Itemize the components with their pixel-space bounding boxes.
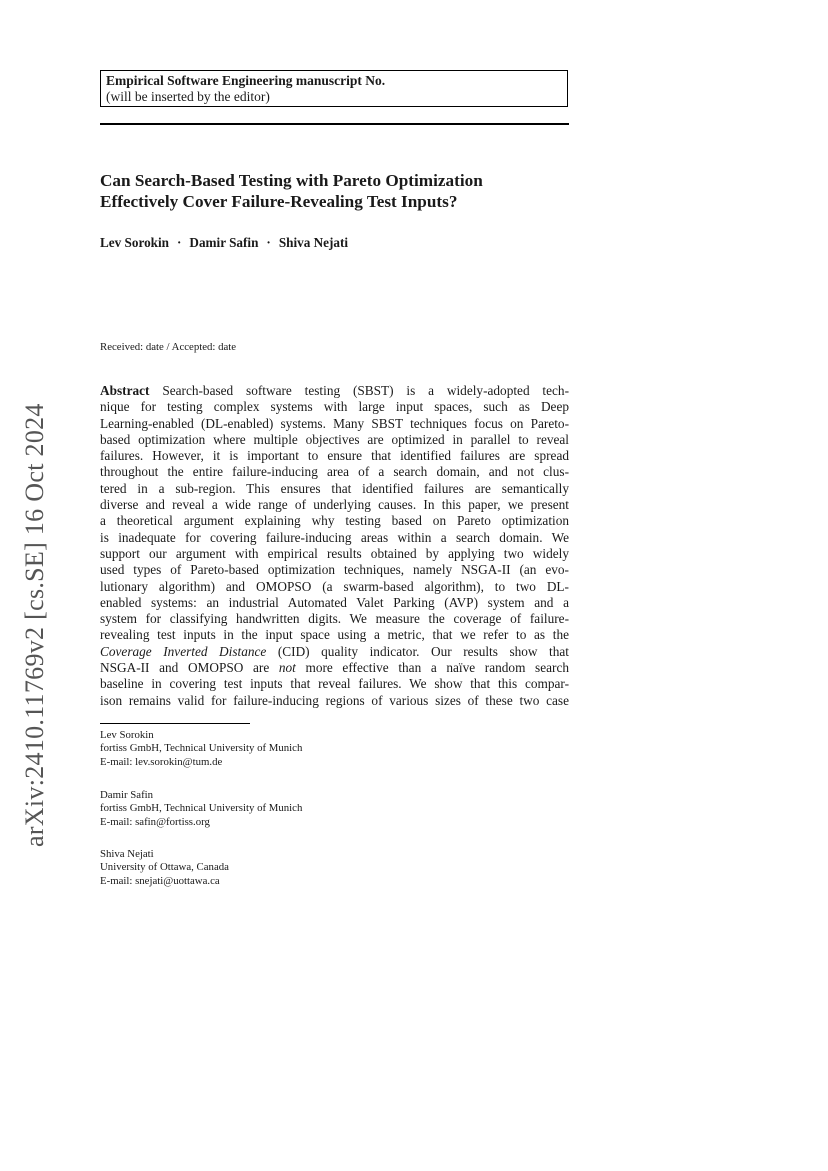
abstract-line: system for classifying handwritten digits. We measure the coverage of failure- xyxy=(100,611,569,627)
abstract-heading: Abstract xyxy=(100,383,150,398)
abstract-line: based optimization where multiple objectives are optimized in parallel to reveal xyxy=(100,431,569,447)
abstract-line: support our argument with empirical results obtained by applying two widely xyxy=(100,545,569,561)
arxiv-stamp: arXiv:2410.11769v2 [cs.SE] 16 Oct 2024 xyxy=(20,403,49,847)
abstract-line: revealing test inputs in the input space using a metric, that we refer to as the xyxy=(100,627,569,643)
abstract-line: ison remains valid for failure-inducing regions of various sizes of these two case xyxy=(100,692,569,708)
affiliation-email: E-mail: lev.sorokin@tum.de xyxy=(100,755,223,768)
abstract-line: nique for testing complex systems with large input spaces, such as Deep xyxy=(100,399,569,415)
affiliation-block xyxy=(100,848,229,888)
received-date: Received: date / Accepted: date xyxy=(100,341,237,353)
author-name: Lev Sorokin xyxy=(100,235,170,250)
author-separator: · xyxy=(177,235,182,250)
abstract-line: lutionary algorithm) and OMOPSO (a swarm-based algorithm), to two DL- xyxy=(100,578,569,594)
journal-name: Empirical Software Engineering manuscript No. xyxy=(106,73,386,88)
paper-title xyxy=(100,170,580,212)
affiliation-block xyxy=(100,729,302,769)
affiliation-org: fortiss GmbH, Technical University of Munich xyxy=(100,742,303,755)
affiliation-org: University of Ottawa, Canada xyxy=(100,861,229,874)
affiliation-email: E-mail: safin@fortiss.org xyxy=(100,815,210,828)
abstract-line: tered in a sub-region. This ensures that identified failures are semantically xyxy=(100,480,569,496)
abstract-line: throughout the entire failure-inducing area of a search domain, and not clus- xyxy=(100,464,569,480)
abstract-line: failures. However, it is important to ensure that identified failures are spread xyxy=(100,448,569,464)
author-list xyxy=(100,235,348,251)
editor-note: (will be inserted by the editor) xyxy=(106,89,270,104)
title-line-1: Can Search-Based Testing with Pareto Optimization xyxy=(100,171,483,190)
affiliation-name: Lev Sorokin xyxy=(100,729,154,741)
abstract xyxy=(100,383,569,709)
affiliation-email: E-mail: snejati@uottawa.ca xyxy=(100,874,220,887)
title-line-2: Effectively Cover Failure-Revealing Test Inputs? xyxy=(100,192,458,211)
abstract-line: diverse and reveal a wide range of underlying causes. In this paper, we present xyxy=(100,497,569,513)
abstract-line: Coverage Inverted Distance (CID) quality indicator. Our results show that xyxy=(100,643,569,659)
author-name: Damir Safin xyxy=(189,235,259,250)
header-rule xyxy=(100,123,569,125)
affiliation-org: fortiss GmbH, Technical University of Munich xyxy=(100,802,303,815)
abstract-line: NSGA-II and OMOPSO are not more effective than a naïve random search xyxy=(100,660,570,676)
italic-term: not xyxy=(278,660,296,676)
abstract-line: a theoretical argument explaining why testing based on Pareto optimization xyxy=(100,513,569,529)
author-name: Shiva Nejati xyxy=(278,235,349,250)
abstract-line: used types of Pareto-based optimization techniques, namely NSGA-II (an evo- xyxy=(100,562,569,578)
author-separator: · xyxy=(266,235,271,250)
abstract-line: enabled systems: an industrial Automated Valet Parking (AVP) system and a xyxy=(100,594,569,610)
abstract-line: is inadequate for covering failure-inducing areas within a search domain. We xyxy=(100,529,569,545)
affiliation-name: Shiva Nejati xyxy=(100,848,154,860)
abstract-line: Learning-enabled (DL-enabled) systems. Many SBST techniques focus on Pareto- xyxy=(100,415,569,431)
abstract-line: baseline in covering test inputs that reveal failures. We show that this compar- xyxy=(100,676,569,692)
italic-term: Coverage Inverted Distance xyxy=(100,643,267,659)
editor-box xyxy=(100,70,568,107)
footnote-rule xyxy=(100,723,250,724)
affiliation-name: Damir Safin xyxy=(100,789,154,801)
affiliation-block xyxy=(100,789,302,829)
abstract-line: Abstract Search-based software testing (SBST) is a widely-adopted tech- xyxy=(100,383,570,398)
